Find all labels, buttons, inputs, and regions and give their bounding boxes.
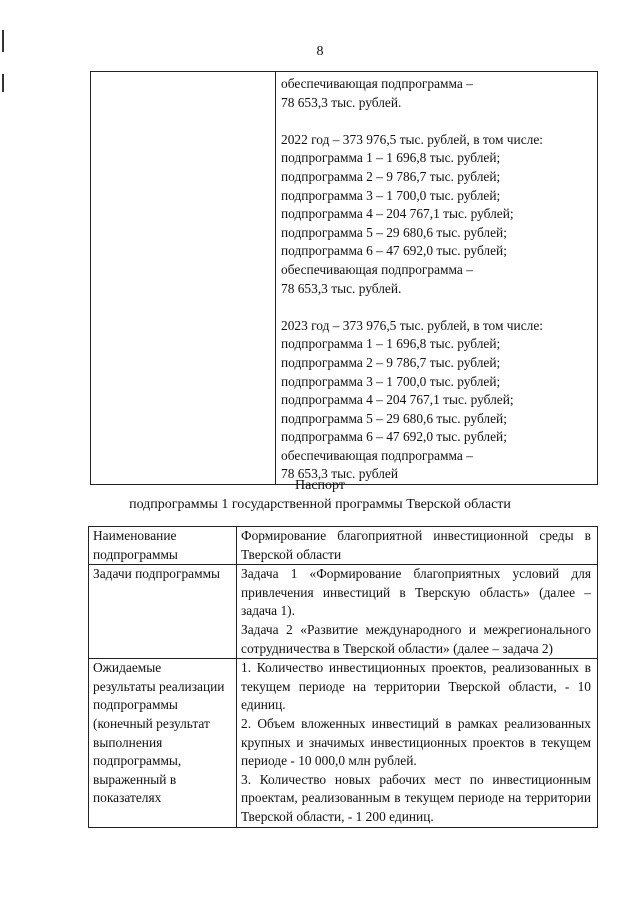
row-label: Наименование подпрограммы <box>89 527 237 565</box>
result-paragraph: 1. Количество инвестиционных проектов, реализованных в текущем периоде на территории Тверской области, - 10 единиц. <box>241 660 591 713</box>
funding-line: подпрограмма 6 – 47 692,0 тыс. рублей; <box>281 429 507 445</box>
table-row <box>89 565 598 659</box>
paragraph-gap <box>281 298 593 317</box>
funding-line: обеспечивающая подпрограмма – <box>281 261 473 277</box>
funding-line: подпрограмма 5 – 29 680,6 тыс. рублей; <box>281 224 507 240</box>
funding-line: подпрограмма 3 – 1 700,0 тыс. рублей; <box>281 373 501 389</box>
result-paragraph: 3. Количество новых рабочих мест по инвестиционным проектам, реализованным в текущем периоде на территории Тверской области, - 1 200 единиц. <box>241 771 591 824</box>
funding-line: подпрограмма 4 – 204 767,1 тыс. рублей; <box>281 392 514 408</box>
funding-line: подпрограмма 3 – 1 700,0 тыс. рублей; <box>281 187 501 203</box>
row-label: Задачи подпрограммы <box>89 565 237 659</box>
funding-line: 78 653,3 тыс. рублей. <box>281 280 402 296</box>
funding-line: обеспечивающая подпрограмма – <box>281 76 473 91</box>
scan-edge-mark <box>2 74 4 92</box>
page-number: 8 <box>316 44 324 59</box>
paragraph-gap <box>281 112 593 131</box>
passport-subtitle: подпрограммы 1 государственной программы Тверской области <box>129 497 511 512</box>
funding-line: подпрограмма 2 – 9 786,7 тыс. рублей; <box>281 168 501 184</box>
funding-line: подпрограмма 1 – 1 696,8 тыс. рублей; <box>281 150 501 166</box>
funding-line: 2023 год – 373 976,5 тыс. рублей, в том числе: <box>281 317 543 333</box>
funding-line: подпрограмма 1 – 1 696,8 тыс. рублей; <box>281 336 501 352</box>
results-cell <box>237 659 598 827</box>
passport-table <box>88 526 598 828</box>
table-row <box>91 72 598 485</box>
funding-line: 78 653,3 тыс. рублей <box>281 466 399 482</box>
result-paragraph: 2. Объем вложенных инвестиций в рамках реализованных крупных и значимых инвестиционных проектов в текущем периоде - 10 000,0 млн рублей. <box>241 715 591 769</box>
task-paragraph: Задача 2 «Развитие международного и межрегионального сотрудничества в Тверской области» (далее – задача 2) <box>241 621 591 656</box>
row-label: Ожидаемые результаты реализации подпрограммы (конечный результат выполнения подпрограммы, выраженный в показателях <box>89 659 237 827</box>
funding-line: обеспечивающая подпрограмма – <box>281 447 473 463</box>
continuation-table <box>90 71 598 485</box>
funding-line: подпрограмма 2 – 9 786,7 тыс. рублей; <box>281 354 501 370</box>
funding-cell <box>276 72 598 485</box>
funding-line: 2022 год – 373 976,5 тыс. рублей, в том числе: <box>281 131 543 147</box>
row-value: Формирование благоприятной инвестиционной среды в Тверской области <box>237 527 598 565</box>
funding-line: подпрограмма 4 – 204 767,1 тыс. рублей; <box>281 206 514 222</box>
table-row <box>89 527 598 565</box>
empty-label-cell <box>91 72 276 485</box>
task-paragraph: Задача 1 «Формирование благоприятных условий для привлечения инвестиций в Тверскую область» (далее – задача 1). <box>241 566 591 619</box>
funding-line: подпрограмма 5 – 29 680,6 тыс. рублей; <box>281 410 507 426</box>
funding-line: 78 653,3 тыс. рублей. <box>281 94 402 110</box>
table-row <box>89 659 598 827</box>
passport-title: Паспорт <box>295 478 345 493</box>
tasks-cell <box>237 565 598 659</box>
funding-line: подпрограмма 6 – 47 692,0 тыс. рублей; <box>281 243 507 259</box>
